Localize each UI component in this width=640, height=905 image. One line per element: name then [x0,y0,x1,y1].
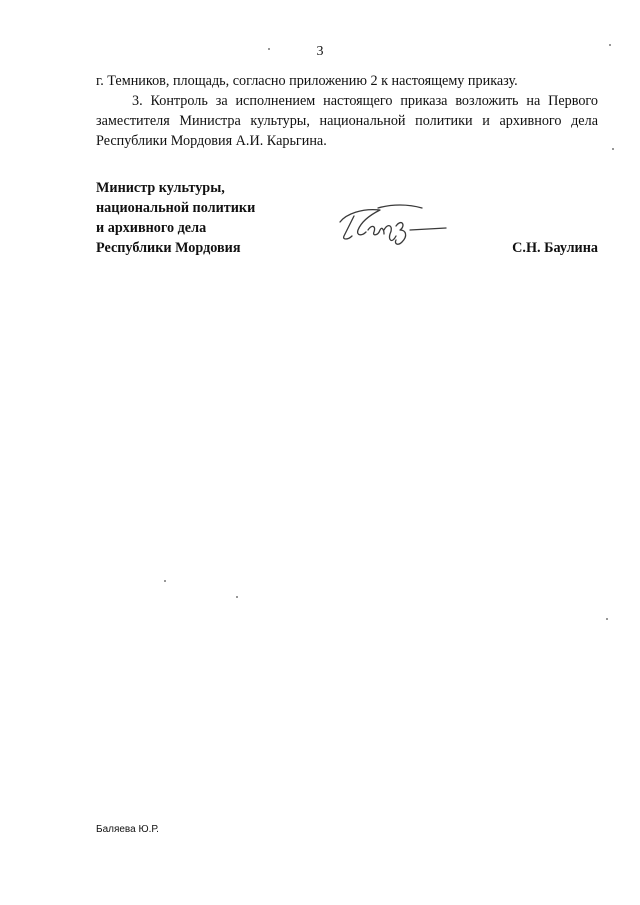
text-line-3: заместителя Министра культуры, национальной политики и архивного дела [96,113,598,129]
handwritten-signature [332,196,452,258]
signer-title-line-1: Министр культуры, [96,180,225,196]
scan-speck [164,580,166,582]
signer-title [96,178,255,258]
signer-title-line-4: Республики Мордовия [96,240,241,256]
scan-speck [612,148,614,150]
scan-speck [236,596,238,598]
page-number: 3 [316,44,324,59]
signer-title-line-2: национальной политики [96,200,256,216]
signer-name: С.Н. Баулина [512,240,598,256]
scan-speck [268,48,270,50]
text-line-2: 3. Контроль за исполнением настоящего приказа возложить на Первого [132,93,598,109]
text-line-4: Республики Мордовия А.И. Карьгина. [96,133,327,149]
order-text [96,71,598,151]
signer-title-line-3: и архивного дела [96,220,207,236]
executor-name: Баляева Ю.Р. [96,824,159,835]
scan-speck [606,618,608,620]
scan-speck [609,44,611,46]
text-line-1: г. Темников, площадь, согласно приложению 2 к настоящему приказу. [96,73,518,89]
